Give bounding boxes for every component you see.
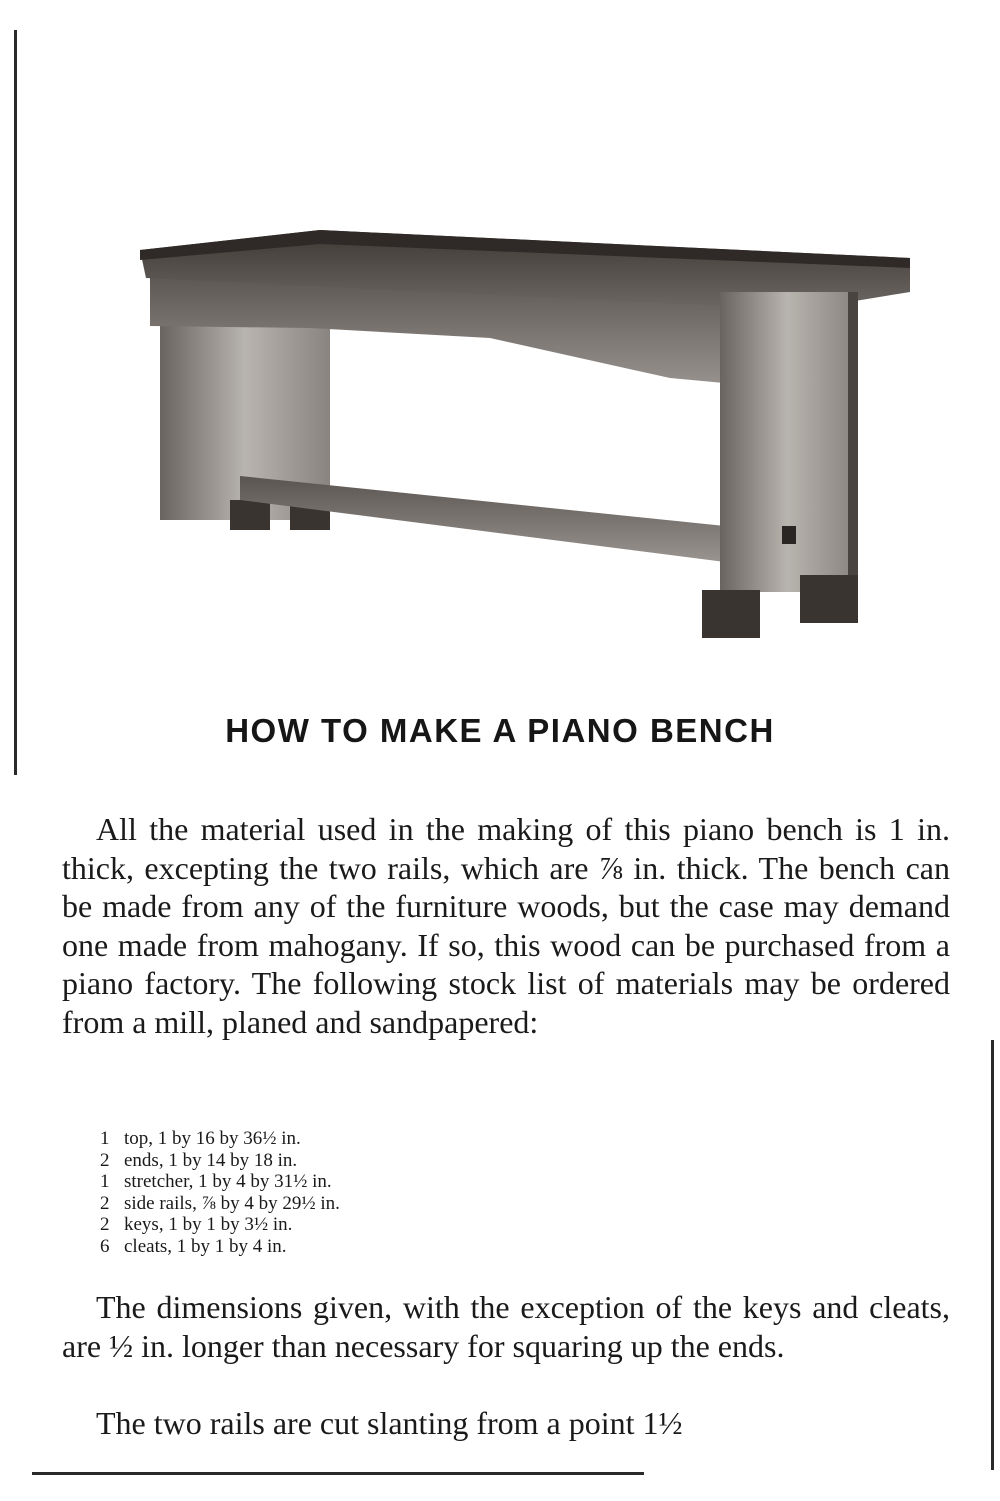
list-item: 1 stretcher, 1 by 4 by 31½ in.: [100, 1171, 332, 1192]
list-item: 2 side rails, ⅞ by 4 by 29½ in.: [100, 1192, 340, 1214]
list-item: 1 top, 1 by 16 by 36½ in.: [100, 1128, 301, 1149]
list-item: 2 keys, 1 by 1 by 3½ in.: [100, 1214, 293, 1235]
page-title: HOW TO MAKE A PIANO BENCH: [225, 712, 775, 749]
intro-paragraph: All the material used in the making of this piano bench is 1 in. thick, excepting the two rails, which are ⅞ in. thick. The bench can be made from any of the furniture woods, but the case may demand one made from mahogany. If so, this wood can be purchased from a piano factory. The following stock list of materials may be ordered from a mill, planed and sandpapered:: [62, 811, 950, 1040]
stock-list: [100, 1128, 340, 1257]
list-item: 2 ends, 1 by 14 by 18 in.: [100, 1149, 298, 1171]
bottom-rule: [32, 1472, 644, 1475]
rails-paragraph: The two rails are cut slanting from a point 1½: [96, 1405, 683, 1441]
scan-edge-right: [991, 1040, 994, 1470]
piano-bench-illustration: [110, 230, 920, 650]
list-item: 6 cleats, 1 by 1 by 4 in.: [100, 1235, 287, 1257]
scan-edge-left: [14, 30, 17, 775]
bench-front-end: [702, 292, 858, 638]
dimensions-paragraph: The dimensions given, with the exception of the keys and cleats, are ½ in. longer than necessary for squaring up the ends.: [62, 1289, 950, 1364]
